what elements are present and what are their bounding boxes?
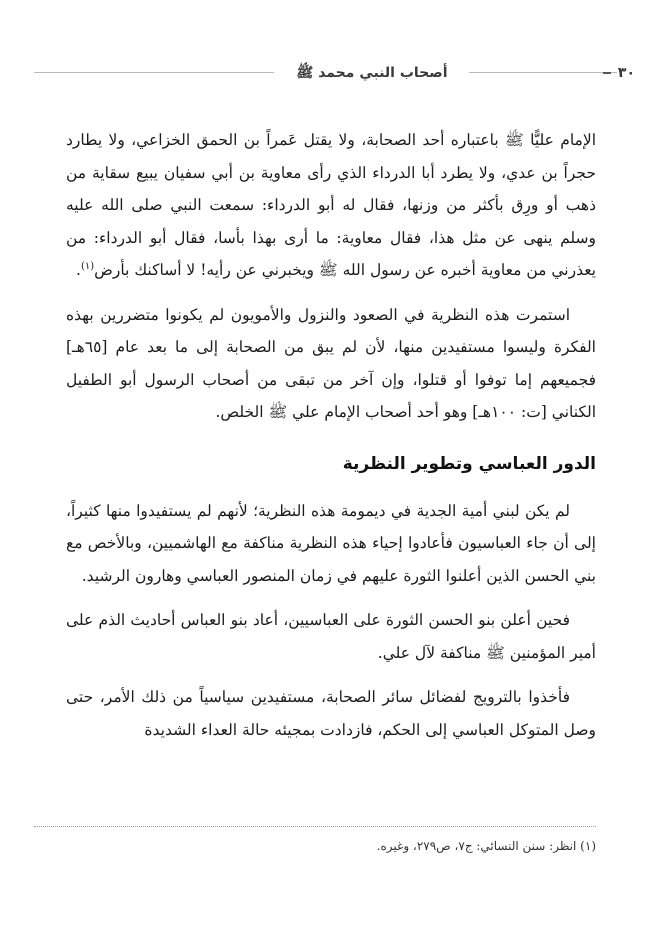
paragraph-1-tail: . (76, 261, 81, 279)
header-rule-left (34, 72, 274, 73)
footnote: (١) انظر: سنن النسائي: ج٧، ص٢٧٩، وغيره. (376, 839, 596, 853)
footnote-reference[interactable]: (١) (80, 260, 95, 272)
page-number: ٣٠ (617, 65, 635, 81)
header-dash (603, 72, 611, 74)
footnote-separator (34, 826, 596, 827)
header-rule-right (469, 72, 617, 73)
running-title: أصحاب النبي محمد ﷺ (296, 65, 448, 81)
paragraph-1-text: الإمام عليًّا ﷺ باعتباره أحد الصحابة، ولا يقتل عَمراً بن الحمق الخزاعي، ولا يطارد حجراً بن عدي، ولا يطرد أبا الدرداء الذي رأى معاوية بن أبي سفيان يبيع سقاية من ذهب أو ورِق بأكثر من وزنها، فقال له أبو الدرداء: سمعت النبي صلى الله عليه وسلم ينهى عن مثل هذا، فقال معاوية: ما أرى بهذا بأسا، فقال أبو الدرداء: من يعذرني من معاوية أخبره عن رسول الله ﷺ ويخبرني عن رأيه! لا أساكنك بأرض (66, 131, 596, 279)
page-body (66, 124, 596, 758)
section-heading: الدور العباسي وتطوير النظرية (342, 453, 596, 474)
section-paragraph-2: فحين أعلن بنو الحسن الثورة على العباسيين، أعاد بنو العباس أحاديث الذم على أمير المؤمنين ﷺ مناكفة لآل علي. (66, 611, 596, 662)
section-paragraph-1: لم يكن لبني أمية الجدية في ديمومة هذه النظرية؛ لأنهم لم يستفيدوا منها كثيراً، إلى أن جاء العباسيون فأعادوا إحياء هذه النظرية مناكفة مع الهاشميين، وبالأخص مع بني الحسن الذين أعلنوا الثورة عليهم في زمان المنصور العباسي وهارون الرشيد. (66, 501, 596, 585)
paragraph-1 (66, 124, 596, 287)
paragraph-2: استمرت هذه النظرية في الصعود والنزول والأمويون لم يكونوا متضررين بهذه الفكرة وليسوا مستفيدين منها، لأن لم يبق من الصحابة إلى ما بعد عام [٦٥هـ] فجميعهم إما توفوا أو قتلوا، وإن آخر من تبقى من أصحاب الرسول أبو الطفيل الكناني [ت: ١٠٠هـ] وهو أحد أصحاب الإمام علي ﷺ الخلص. (66, 305, 596, 421)
section-paragraph-3: فأخذوا بالترويج لفضائل سائر الصحابة، مستفيدين سياسياً من ذلك الأمر، حتى وصل المتوكل العباسي إلى الحكم، فازدادت بمجيئه حالة العداء الشديدة (66, 688, 596, 739)
running-header (0, 62, 669, 84)
